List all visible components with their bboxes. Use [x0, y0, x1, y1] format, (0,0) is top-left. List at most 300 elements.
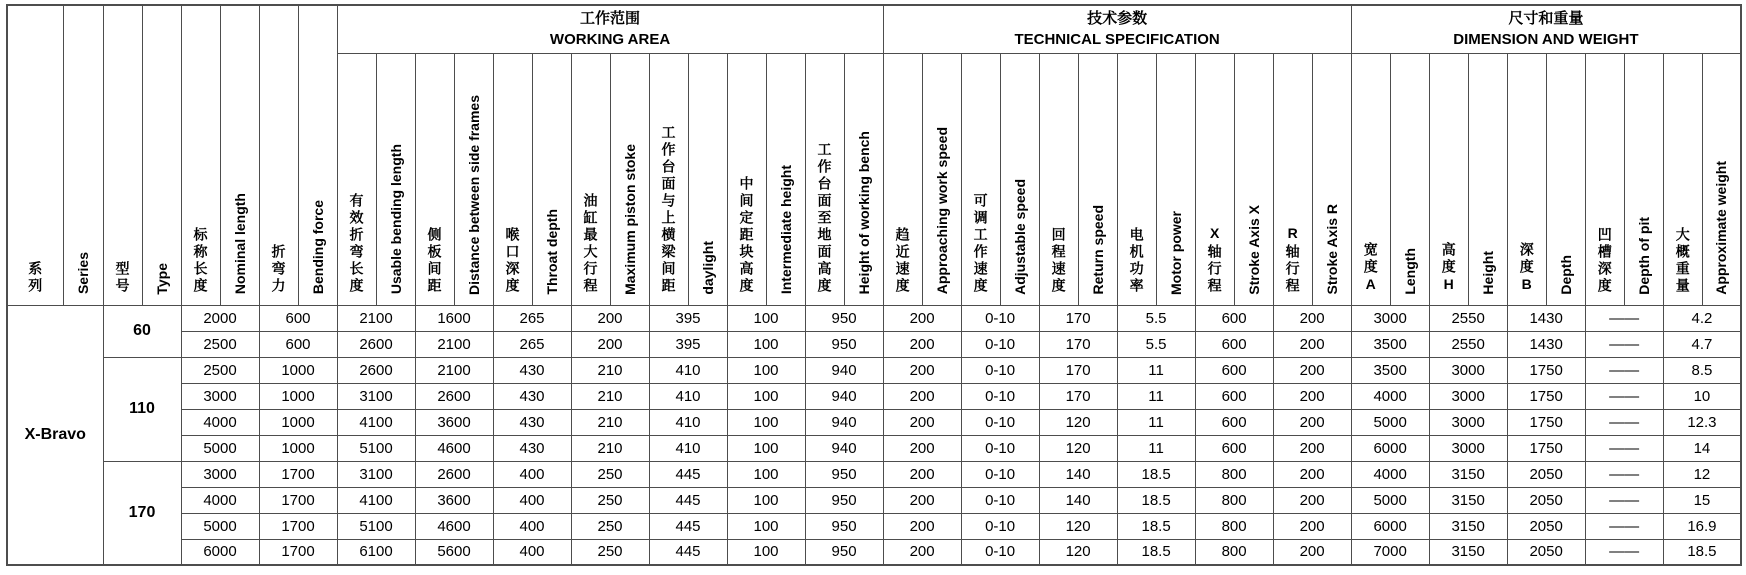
group-label-en: TECHNICAL SPECIFICATION	[1014, 31, 1220, 49]
data-cell: 5000	[181, 513, 259, 539]
data-cell: 10	[1663, 383, 1741, 409]
data-cell: 8.5	[1663, 357, 1741, 383]
column-label: Return speed	[1089, 205, 1106, 295]
column-label: Type	[153, 262, 170, 295]
column-label: Nominal length	[231, 193, 248, 295]
data-cell: 1750	[1507, 383, 1585, 409]
data-cell: 170	[1039, 331, 1117, 357]
table-row	[7, 357, 1741, 383]
data-cell: 200	[571, 331, 649, 357]
data-cell: ——	[1585, 305, 1663, 331]
column-header-motor-power-cn	[1117, 53, 1156, 305]
group-label-en: WORKING AREA	[549, 31, 671, 49]
column-header-stroke-x-en	[1234, 53, 1273, 305]
data-cell: 5100	[337, 435, 415, 461]
column-header-usable-bending-length-cn	[337, 53, 376, 305]
column-header-nominal-length-cn	[181, 5, 220, 305]
data-cell: 200	[883, 331, 961, 357]
column-header-approach-speed-en	[922, 53, 961, 305]
data-cell: 1700	[259, 513, 337, 539]
data-cell: ——	[1585, 357, 1663, 383]
data-cell: 3000	[1429, 435, 1507, 461]
column-label: 电机功率	[1128, 226, 1145, 295]
type-value: 110	[103, 357, 181, 461]
data-cell: 0-10	[961, 539, 1039, 565]
data-cell: ——	[1585, 383, 1663, 409]
data-cell: 3150	[1429, 461, 1507, 487]
data-cell: 265	[493, 305, 571, 331]
data-cell: ——	[1585, 487, 1663, 513]
table-row	[7, 513, 1741, 539]
data-cell: 600	[1195, 331, 1273, 357]
column-header-piston-stroke-cn	[571, 53, 610, 305]
column-label: Throat depth	[543, 208, 560, 295]
data-cell: 1750	[1507, 357, 1585, 383]
column-header-series-cn	[7, 5, 63, 305]
data-cell: 200	[1273, 409, 1351, 435]
data-cell: 5600	[415, 539, 493, 565]
data-cell: 3000	[181, 383, 259, 409]
column-label: Intermediate height	[777, 165, 794, 295]
data-cell: 445	[649, 487, 727, 513]
data-cell: 2100	[415, 331, 493, 357]
column-label: 标称长度	[192, 226, 209, 295]
data-cell: 200	[1273, 435, 1351, 461]
data-cell: 395	[649, 305, 727, 331]
data-cell: 200	[1273, 487, 1351, 513]
data-cell: 12.3	[1663, 409, 1741, 435]
data-cell: 200	[1273, 305, 1351, 331]
column-header-depth-b-en	[1546, 53, 1585, 305]
data-cell: 0-10	[961, 331, 1039, 357]
data-cell: 200	[1273, 539, 1351, 565]
data-cell: 4.2	[1663, 305, 1741, 331]
data-cell: 400	[493, 461, 571, 487]
data-cell: 800	[1195, 539, 1273, 565]
data-cell: 600	[259, 331, 337, 357]
column-header-bench-height-en	[844, 53, 883, 305]
data-cell: 100	[727, 409, 805, 435]
data-cell: 200	[883, 357, 961, 383]
column-header-side-frames-distance-en	[454, 53, 493, 305]
group-label-cn: 工作范围	[580, 10, 641, 28]
data-cell: 210	[571, 435, 649, 461]
column-label: Stroke Axis R	[1323, 203, 1340, 295]
data-cell: 800	[1195, 513, 1273, 539]
data-cell: 400	[493, 487, 571, 513]
data-cell: 100	[727, 357, 805, 383]
column-label: R轴行程	[1284, 224, 1301, 295]
data-cell: 2550	[1429, 305, 1507, 331]
data-cell: 1000	[259, 435, 337, 461]
column-label: 深度B	[1518, 241, 1535, 295]
data-cell: 200	[883, 461, 961, 487]
data-cell: 2500	[181, 357, 259, 383]
data-cell: 0-10	[961, 383, 1039, 409]
data-cell: 1700	[259, 487, 337, 513]
data-cell: 18.5	[1663, 539, 1741, 565]
group-label-cn: 技术参数	[1087, 10, 1148, 28]
data-cell: 11	[1117, 409, 1195, 435]
column-label: 宽度A	[1362, 241, 1379, 295]
data-cell: 410	[649, 409, 727, 435]
data-cell: 16.9	[1663, 513, 1741, 539]
data-cell: 12	[1663, 461, 1741, 487]
data-cell: 1600	[415, 305, 493, 331]
column-header-adjustable-speed-en	[1000, 53, 1039, 305]
data-cell: 210	[571, 383, 649, 409]
column-header-nominal-length-en	[220, 5, 259, 305]
data-cell: 1430	[1507, 331, 1585, 357]
data-cell: 950	[805, 487, 883, 513]
column-label: 回程速度	[1050, 226, 1067, 295]
data-cell: 2500	[181, 331, 259, 357]
data-cell: 4000	[181, 487, 259, 513]
column-header-intermediate-height-cn	[727, 53, 766, 305]
data-cell: 1000	[259, 357, 337, 383]
column-header-usable-bending-length-en	[376, 53, 415, 305]
data-cell: 200	[1273, 331, 1351, 357]
column-header-pit-depth-cn	[1585, 53, 1624, 305]
data-cell: 100	[727, 461, 805, 487]
column-header-height-h-en	[1468, 53, 1507, 305]
column-label: Motor power	[1167, 210, 1184, 295]
data-cell: 0-10	[961, 357, 1039, 383]
data-cell: 3000	[181, 461, 259, 487]
data-cell: 170	[1039, 305, 1117, 331]
data-cell: 430	[493, 383, 571, 409]
data-cell: 4600	[415, 513, 493, 539]
column-header-motor-power-en	[1156, 53, 1195, 305]
series-value: X-Bravo	[7, 305, 103, 565]
data-cell: 6100	[337, 539, 415, 565]
data-cell: 1750	[1507, 409, 1585, 435]
column-header-daylight-en	[688, 53, 727, 305]
table-row	[7, 435, 1741, 461]
data-cell: 445	[649, 513, 727, 539]
data-cell: 0-10	[961, 513, 1039, 539]
data-cell: 3600	[415, 487, 493, 513]
data-cell: 940	[805, 435, 883, 461]
column-label: Adjustable speed	[1011, 178, 1028, 295]
group-header-dimension-and-weight	[1351, 5, 1741, 53]
data-cell: 3000	[1429, 357, 1507, 383]
column-label: X轴行程	[1206, 224, 1223, 295]
data-cell: 14	[1663, 435, 1741, 461]
data-cell: 3500	[1351, 331, 1429, 357]
type-value: 60	[103, 305, 181, 357]
column-label: 折弯力	[270, 243, 287, 295]
data-cell: 200	[571, 305, 649, 331]
group-label-en: DIMENSION AND WEIGHT	[1453, 31, 1639, 49]
column-label: Depth of pit	[1635, 216, 1652, 295]
column-header-width-a-cn	[1351, 53, 1390, 305]
data-cell: 4000	[1351, 383, 1429, 409]
data-cell: 200	[1273, 513, 1351, 539]
column-label: Length	[1401, 247, 1418, 295]
data-cell: 2100	[415, 357, 493, 383]
column-header-series-en	[63, 5, 103, 305]
column-header-return-speed-en	[1078, 53, 1117, 305]
data-cell: 600	[1195, 435, 1273, 461]
data-cell: 410	[649, 435, 727, 461]
column-header-throat-depth-en	[532, 53, 571, 305]
data-cell: 120	[1039, 539, 1117, 565]
data-cell: 18.5	[1117, 513, 1195, 539]
data-cell: 600	[1195, 409, 1273, 435]
data-cell: 950	[805, 461, 883, 487]
data-cell: 395	[649, 331, 727, 357]
column-header-stroke-r-en	[1312, 53, 1351, 305]
table-row	[7, 305, 1741, 331]
data-cell: 7000	[1351, 539, 1429, 565]
group-header-working-area	[337, 5, 883, 53]
data-cell: 2600	[415, 383, 493, 409]
column-label: 有效折弯长度	[348, 192, 365, 295]
data-cell: 5100	[337, 513, 415, 539]
data-cell: 100	[727, 383, 805, 409]
data-cell: 410	[649, 383, 727, 409]
data-cell: 4100	[337, 487, 415, 513]
data-cell: 3150	[1429, 513, 1507, 539]
data-cell: 4000	[181, 409, 259, 435]
data-cell: 200	[883, 435, 961, 461]
data-cell: 6000	[1351, 435, 1429, 461]
data-cell: 200	[883, 383, 961, 409]
data-cell: 1000	[259, 383, 337, 409]
data-cell: 6000	[181, 539, 259, 565]
table-row	[7, 487, 1741, 513]
column-header-piston-stroke-en	[610, 53, 649, 305]
data-cell: 6000	[1351, 513, 1429, 539]
data-cell: 200	[1273, 383, 1351, 409]
data-cell: 170	[1039, 383, 1117, 409]
data-cell: 2550	[1429, 331, 1507, 357]
data-cell: 0-10	[961, 305, 1039, 331]
column-header-approach-speed-cn	[883, 53, 922, 305]
data-cell: 3000	[1429, 409, 1507, 435]
column-label: Bending force	[309, 200, 326, 295]
column-label: 中间定距块高度	[738, 175, 755, 295]
data-cell: 950	[805, 539, 883, 565]
data-cell: 2600	[337, 331, 415, 357]
column-header-intermediate-height-en	[766, 53, 805, 305]
data-cell: 940	[805, 409, 883, 435]
data-cell: 120	[1039, 435, 1117, 461]
data-cell: 100	[727, 539, 805, 565]
data-cell: ——	[1585, 539, 1663, 565]
data-cell: 200	[883, 487, 961, 513]
data-cell: 5.5	[1117, 331, 1195, 357]
data-cell: 3500	[1351, 357, 1429, 383]
group-label-cn: 尺寸和重量	[1508, 10, 1584, 28]
column-header-pit-depth-en	[1624, 53, 1663, 305]
data-cell: 600	[1195, 383, 1273, 409]
column-label: 高度H	[1440, 241, 1457, 295]
data-cell: 2050	[1507, 539, 1585, 565]
data-cell: 0-10	[961, 409, 1039, 435]
data-cell: 200	[1273, 461, 1351, 487]
column-label: Approximate weight	[1713, 160, 1730, 295]
data-cell: 940	[805, 383, 883, 409]
column-header-bending-force-en	[298, 5, 337, 305]
data-cell: ——	[1585, 461, 1663, 487]
data-cell: 430	[493, 357, 571, 383]
data-cell: 2050	[1507, 487, 1585, 513]
column-header-weight-en	[1702, 53, 1741, 305]
data-cell: ——	[1585, 409, 1663, 435]
column-label: Depth	[1557, 254, 1574, 295]
table-row	[7, 409, 1741, 435]
table-row	[7, 331, 1741, 357]
data-cell: 600	[1195, 305, 1273, 331]
data-cell: 18.5	[1117, 461, 1195, 487]
data-cell: 4000	[1351, 461, 1429, 487]
data-cell: 800	[1195, 487, 1273, 513]
column-header-stroke-x-cn	[1195, 53, 1234, 305]
column-label: 凹槽深度	[1596, 226, 1613, 295]
data-cell: 600	[1195, 357, 1273, 383]
data-cell: 100	[727, 331, 805, 357]
data-cell: 940	[805, 357, 883, 383]
data-cell: 800	[1195, 461, 1273, 487]
data-cell: 0-10	[961, 461, 1039, 487]
data-cell: 250	[571, 513, 649, 539]
data-cell: 140	[1039, 461, 1117, 487]
data-cell: 100	[727, 513, 805, 539]
data-cell: 3000	[1429, 383, 1507, 409]
data-cell: 410	[649, 357, 727, 383]
data-cell: 11	[1117, 383, 1195, 409]
data-cell: 250	[571, 461, 649, 487]
column-header-bending-force-cn	[259, 5, 298, 305]
data-cell: 5000	[181, 435, 259, 461]
data-cell: 3100	[337, 461, 415, 487]
data-cell: 1750	[1507, 435, 1585, 461]
column-header-return-speed-cn	[1039, 53, 1078, 305]
data-cell: 170	[1039, 357, 1117, 383]
data-cell: 120	[1039, 409, 1117, 435]
column-label: Usable bending length	[387, 144, 404, 295]
data-cell: 950	[805, 331, 883, 357]
column-header-side-frames-distance-cn	[415, 53, 454, 305]
table-row	[7, 539, 1741, 565]
column-header-type-cn	[103, 5, 142, 305]
column-header-type-en	[142, 5, 181, 305]
data-cell: 200	[1273, 357, 1351, 383]
data-cell: 600	[259, 305, 337, 331]
data-cell: 5000	[1351, 409, 1429, 435]
data-cell: 1700	[259, 461, 337, 487]
data-cell: 100	[727, 487, 805, 513]
column-header-stroke-r-cn	[1273, 53, 1312, 305]
column-label: 大概重量	[1674, 226, 1691, 295]
column-header-depth-b-cn	[1507, 53, 1546, 305]
data-cell: 0-10	[961, 435, 1039, 461]
data-cell: 4100	[337, 409, 415, 435]
data-cell: 4.7	[1663, 331, 1741, 357]
column-header-daylight-cn	[649, 53, 688, 305]
data-cell: 5.5	[1117, 305, 1195, 331]
table-row	[7, 383, 1741, 409]
column-label: daylight	[699, 240, 716, 295]
column-label: 油缸最大行程	[582, 192, 599, 295]
press-brake-spec-table	[6, 4, 1742, 566]
column-label: 可调工作速度	[972, 192, 989, 295]
column-label: Height of working bench	[855, 131, 872, 295]
column-label: 趋近速度	[894, 226, 911, 295]
column-header-bench-height-cn	[805, 53, 844, 305]
column-label: 喉口深度	[504, 226, 521, 295]
data-cell: 445	[649, 539, 727, 565]
data-cell: 430	[493, 409, 571, 435]
data-cell: 250	[571, 539, 649, 565]
column-label: Height	[1479, 250, 1496, 295]
data-cell: 15	[1663, 487, 1741, 513]
data-cell: 120	[1039, 513, 1117, 539]
data-cell: 100	[727, 435, 805, 461]
data-cell: 100	[727, 305, 805, 331]
data-cell: 1700	[259, 539, 337, 565]
column-label: 工作台面至地面高度	[816, 141, 833, 295]
column-header-height-h-cn	[1429, 53, 1468, 305]
data-cell: 950	[805, 305, 883, 331]
data-cell: 250	[571, 487, 649, 513]
data-cell: 445	[649, 461, 727, 487]
data-cell: 210	[571, 409, 649, 435]
data-cell: 200	[883, 409, 961, 435]
group-header-technical-specification	[883, 5, 1351, 53]
table-row	[7, 461, 1741, 487]
data-cell: 400	[493, 539, 571, 565]
data-cell: 2600	[337, 357, 415, 383]
column-label: 系列	[27, 260, 44, 295]
data-cell: 200	[883, 539, 961, 565]
column-header-throat-depth-cn	[493, 53, 532, 305]
data-cell: 210	[571, 357, 649, 383]
data-cell: 5000	[1351, 487, 1429, 513]
data-cell: 200	[883, 513, 961, 539]
data-cell: 18.5	[1117, 539, 1195, 565]
data-cell: 2600	[415, 461, 493, 487]
data-cell: 2050	[1507, 461, 1585, 487]
column-label: 型号	[114, 260, 131, 295]
data-cell: 3100	[337, 383, 415, 409]
column-header-weight-cn	[1663, 53, 1702, 305]
data-cell: 3600	[415, 409, 493, 435]
data-cell: 1000	[259, 409, 337, 435]
data-cell: ——	[1585, 513, 1663, 539]
type-value: 170	[103, 461, 181, 565]
data-cell: 2050	[1507, 513, 1585, 539]
data-cell: 400	[493, 513, 571, 539]
column-header-adjustable-speed-cn	[961, 53, 1000, 305]
data-cell: 2000	[181, 305, 259, 331]
data-cell: 3000	[1351, 305, 1429, 331]
data-cell: 11	[1117, 435, 1195, 461]
data-cell: 3150	[1429, 539, 1507, 565]
data-cell: 950	[805, 513, 883, 539]
data-cell: 265	[493, 331, 571, 357]
column-label: Series	[75, 252, 91, 295]
data-cell: ——	[1585, 331, 1663, 357]
data-cell: 11	[1117, 357, 1195, 383]
data-cell: 430	[493, 435, 571, 461]
data-cell: 18.5	[1117, 487, 1195, 513]
column-label: Approaching work speed	[933, 127, 950, 295]
column-header-width-a-en	[1390, 53, 1429, 305]
column-label: Distance between side frames	[465, 94, 482, 295]
